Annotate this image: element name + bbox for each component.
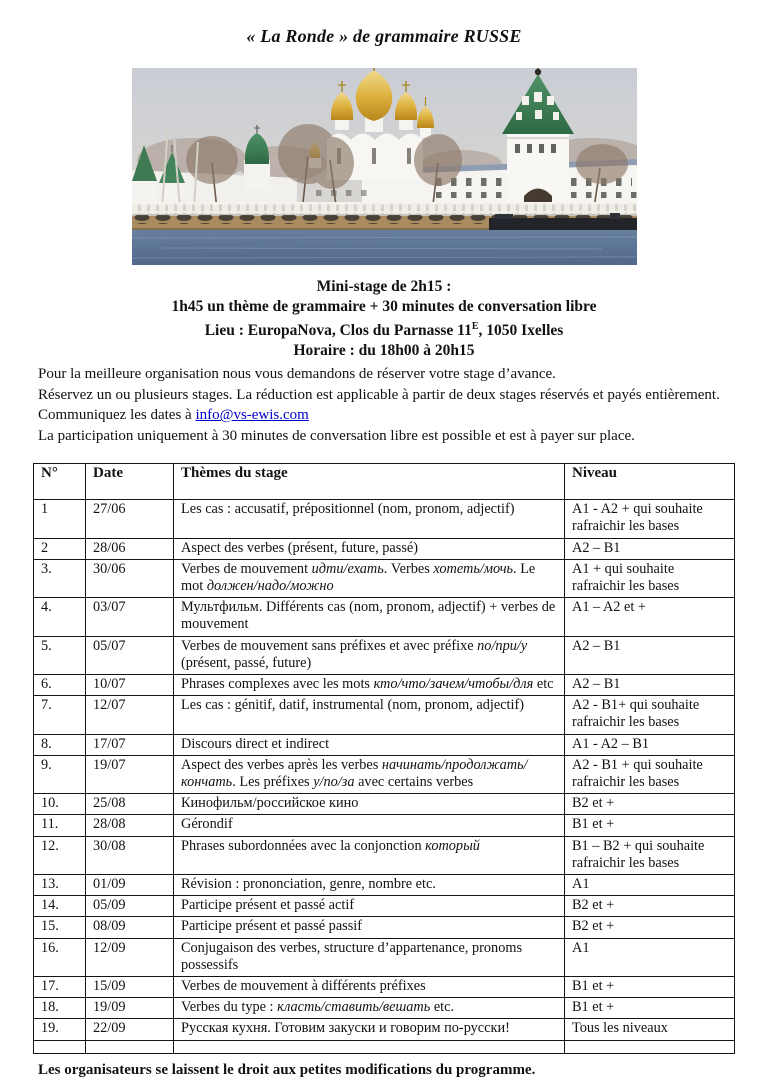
row-date-cell: 01/09 [86,875,174,896]
booking-line-2: Réservez un ou plusieurs stages. La réduction est applicable à partir de deux stages réservés et payés entièrement. Communiquez les dates à info@vs-ewis.com [38,386,720,424]
stage-format-line: 1h45 un thème de grammaire + 30 minutes de conversation libre [171,298,597,315]
row-theme-cell [174,538,565,559]
stage-duration-line: Mini-stage de 2h15 : [316,278,452,295]
row-theme-cell [174,875,565,896]
stage-location-line: Lieu : EuropaNova, Clos du Parnasse $11^E$, 1050 Ixelles [204,321,564,340]
theme-text: Phrases complexes avec les mots [181,675,374,692]
table-row [34,896,735,917]
row-level-cell: A1 – A2 et + [565,598,735,636]
row-date-cell: 28/08 [86,815,174,836]
booking-line-3: La participation uniquement à 30 minutes de conversation libre est possible et est à payer sur place. [38,427,635,444]
row-date-cell: 30/06 [86,559,174,597]
stage-schedule-table [33,463,735,1053]
row-theme-cell [174,598,565,636]
row-number-cell [34,1040,86,1053]
row-number-cell: 8. [34,734,86,755]
row-level-cell: A2 - B1+ qui souhaite rafraichir les bases [565,696,735,734]
theme-text: Discours direct et indirect [181,735,330,752]
monastery-photo-illustration [132,68,637,265]
header-theme: Thèmes du stage [174,464,565,500]
table-row [34,636,735,674]
theme-text: Aspect des verbes après les verbes [181,756,382,773]
table-row [34,875,735,896]
row-theme-cell [174,674,565,695]
row-level-cell: B1 et + [565,998,735,1019]
row-date-cell: 08/09 [86,917,174,938]
theme-text: Кинофильм/российское кино [181,795,359,812]
row-level-cell: B1 – B2 + qui souhaite rafraichir les bases [565,836,735,874]
theme-text: Русская кухня. Готовим закуски и говорим по-русски! [181,1020,510,1037]
row-level-cell: B1 et + [565,815,735,836]
theme-text: Verbes du type : [181,999,278,1016]
row-date-cell: 05/07 [86,636,174,674]
theme-russian-term: начинать/продолжать/кончать [181,756,528,790]
booking-paragraph [38,364,738,446]
theme-russian-term: хотеть/мочь [433,560,514,577]
row-number-cell: 14. [34,896,86,917]
row-level-cell: A1 - A2 + qui souhaite rafraichir les bases [565,500,735,538]
header-date: Date [86,464,174,500]
theme-text: Phrases subordonnées avec la conjonction [181,837,426,854]
row-date-cell: 03/07 [86,598,174,636]
theme-text: . Le mot [181,560,536,594]
row-date-cell: 22/09 [86,1019,174,1040]
row-level-cell: A1 - A2 – B1 [565,734,735,755]
row-level-cell: A1 [565,938,735,976]
table-row [34,998,735,1019]
table-row [34,977,735,998]
row-level-cell: B1 et + [565,977,735,998]
row-number-cell: 11. [34,815,86,836]
row-date-cell: 12/07 [86,696,174,734]
row-theme-cell [174,794,565,815]
theme-text: etc [533,675,554,692]
row-level-cell [565,1040,735,1053]
row-theme-cell [174,1019,565,1040]
table-row [34,917,735,938]
theme-russian-term: у/по/за [313,774,355,790]
row-date-cell: 15/09 [86,977,174,998]
row-theme-cell [174,636,565,674]
row-level-cell: A2 – B1 [565,636,735,674]
footer-note: Les organisateurs se laissent le droit aux petites modifications du programme. [38,1061,536,1078]
row-level-cell: B2 et + [565,917,735,938]
table-row [34,938,735,976]
row-date-cell: 12/09 [86,938,174,976]
theme-text: Les cas : génitif, datif, instrumental (nom, pronom, adjectif) [181,697,525,714]
row-number-cell: 1 [34,500,86,538]
theme-text: Participe présent et passé actif [181,897,355,914]
row-date-cell: 19/07 [86,755,174,793]
booking-line-1: Pour la meilleure organisation nous vous demandons de réserver votre stage d’avance. [38,366,556,383]
theme-text: avec certains verbes [354,774,474,790]
row-number-cell: 10. [34,794,86,815]
theme-text: etc. [430,999,455,1016]
theme-russian-term: по/при/у [477,637,528,654]
table-row [34,598,735,636]
row-number-cell: 16. [34,938,86,976]
table-row [34,538,735,559]
table-header-row [34,464,735,500]
page-title: « La Ronde » de grammaire RUSSE [246,26,522,46]
header-level: Niveau [565,464,735,500]
theme-text: Gérondif [181,816,233,833]
row-level-cell: B2 et + [565,794,735,815]
row-level-cell: A2 – B1 [565,674,735,695]
row-number-cell: 18. [34,998,86,1019]
theme-russian-term: класть/ставить/вешать [277,999,431,1016]
stage-schedule-line: Horaire : du 18h00 à 20h15 [293,342,475,360]
table-row [34,1019,735,1040]
monastery-photo [132,68,637,265]
row-date-cell: 19/09 [86,998,174,1019]
theme-russian-term: кто/что/зачем/чтобы/для [373,675,534,692]
table-row [34,500,735,538]
row-number-cell: 7. [34,696,86,734]
theme-text: Les cas : accusatif, prépositionnel (nom, pronom, adjectif) [181,501,515,518]
row-level-cell: A2 – B1 [565,538,735,559]
row-theme-cell [174,917,565,938]
row-theme-cell [174,836,565,874]
theme-text: Aspect des verbes (présent, future, passé) [181,539,419,556]
row-date-cell: 05/09 [86,896,174,917]
row-number-cell: 5. [34,636,86,674]
header-number: N° [34,464,86,500]
row-theme-cell [174,938,565,976]
contact-email-link[interactable]: info@vs-ewis.com [195,407,309,424]
row-theme-cell [174,734,565,755]
theme-text: . Verbes [383,560,434,577]
row-theme-cell [174,998,565,1019]
row-number-cell: 2 [34,538,86,559]
row-number-cell: 9. [34,755,86,793]
theme-text: Мультфильм. Différents cas (nom, pronom, adjectif) + verbes de mouvement [181,599,556,633]
theme-text: Conjugaison des verbes, structure d’appartenance, pronoms possessifs [181,939,523,973]
table-row [34,794,735,815]
theme-text: . Les préfixes [232,774,314,790]
table-row [34,674,735,695]
theme-text: Participe présent et passé passif [181,918,363,935]
row-theme-cell [174,696,565,734]
theme-text: Verbes de mouvement [181,560,312,577]
row-theme-cell [174,559,565,597]
row-level-cell: Tous les niveaux [565,1019,735,1040]
row-level-cell: B2 et + [565,896,735,917]
row-level-cell: A2 - B1 + qui souhaite rafraichir les bases [565,755,735,793]
row-number-cell: 19. [34,1019,86,1040]
theme-russian-term: должен/надо/можно [206,577,334,594]
theme-text: Révision : prononciation, genre, nombre etc. [181,876,436,893]
row-level-cell: A1 [565,875,735,896]
row-date-cell [86,1040,174,1053]
theme-russian-term: который [425,837,480,854]
row-theme-cell [174,1040,565,1053]
row-number-cell: 6. [34,674,86,695]
theme-text: (présent, passé, future) [181,654,312,671]
row-date-cell: 30/08 [86,836,174,874]
row-number-cell: 17. [34,977,86,998]
row-number-cell: 15. [34,917,86,938]
row-theme-cell [174,500,565,538]
row-theme-cell [174,755,565,793]
row-date-cell: 27/06 [86,500,174,538]
table-row [34,559,735,597]
row-theme-cell [174,896,565,917]
row-number-cell: 3. [34,559,86,597]
table-row [34,696,735,734]
row-theme-cell [174,977,565,998]
theme-text: Verbes de mouvement sans préfixes et avec préfixe [181,637,478,654]
table-row [34,815,735,836]
row-number-cell: 12. [34,836,86,874]
table-row [34,755,735,793]
stage-info-block [0,277,768,361]
empty-row [34,1040,735,1053]
theme-russian-term: идти/ехать [311,560,384,577]
address-superscript: E [471,321,479,332]
stage-table-body [34,500,735,1053]
table-row [34,836,735,874]
row-theme-cell [174,815,565,836]
row-date-cell: 10/07 [86,674,174,695]
row-number-cell: 4. [34,598,86,636]
row-date-cell: 25/08 [86,794,174,815]
row-level-cell: A1 + qui souhaite rafraichir les bases [565,559,735,597]
row-date-cell: 28/06 [86,538,174,559]
row-number-cell: 13. [34,875,86,896]
theme-text: Verbes de mouvement à différents préfixes [181,978,426,995]
row-date-cell: 17/07 [86,734,174,755]
table-row [34,734,735,755]
